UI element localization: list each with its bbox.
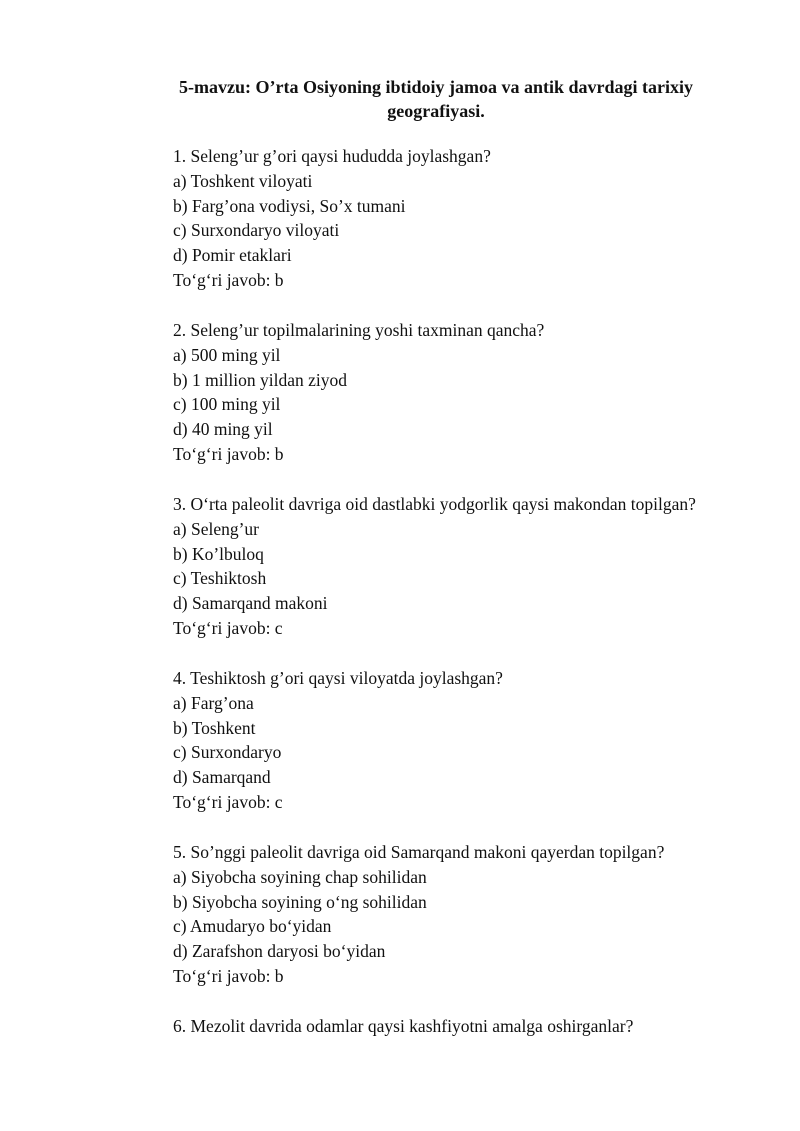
option-c: c) 100 ming yil [173, 394, 281, 415]
option-d: d) Samarqand makoni [173, 593, 328, 614]
option-b: b) 1 million yildan ziyod [173, 369, 348, 390]
question-block-2 [173, 318, 773, 467]
question-block-3 [173, 492, 773, 641]
option-a: a) Siyobcha soyining chap sohilidan [173, 866, 427, 887]
question-block-4 [173, 666, 773, 815]
question-text: 1. Seleng’ur g’ori qaysi hududda joylashgan? [173, 146, 491, 166]
option-b: b) Toshkent [173, 717, 256, 738]
question-block-1 [173, 144, 773, 293]
option-b: b) Ko’lbuloq [173, 543, 264, 564]
option-d: d) Pomir etaklari [173, 245, 292, 266]
title-line-1: 5-mavzu: O’rta Osiyoning ibtidoiy jamoa va antik davrdagi tarixiy [178, 77, 693, 97]
option-a: a) Toshkent viloyati [173, 170, 313, 191]
option-c: c) Surxondaryo viloyati [173, 220, 340, 241]
question-text: 3. O‘rta paleolit davriga oid dastlabki yodgorlik qaysi makondan topilgan? [173, 494, 696, 514]
option-a: a) 500 ming yil [173, 344, 281, 365]
option-d: d) Zarafshon daryosi bo‘yidan [173, 941, 386, 962]
question-text: 5. So’nggi paleolit davriga oid Samarqand makoni qayerdan topilgan? [173, 842, 665, 862]
option-c: c) Surxondaryo [173, 742, 282, 763]
option-d: d) 40 ming yil [173, 419, 273, 440]
question-block-5 [173, 840, 773, 989]
correct-answer: To‘g‘ri javob: b [173, 269, 284, 290]
option-d: d) Samarqand [173, 767, 271, 788]
option-c: c) Amudaryo bo‘yidan [173, 916, 332, 937]
option-b: b) Siyobcha soyining o‘ng sohilidan [173, 891, 427, 912]
question-text: 6. Mezolit davrida odamlar qaysi kashfiyotni amalga oshirganlar? [173, 1016, 634, 1036]
option-a: a) Farg’ona [173, 692, 254, 713]
correct-answer: To‘g‘ri javob: c [173, 791, 283, 812]
option-a: a) Seleng’ur [173, 518, 260, 539]
correct-answer: To‘g‘ri javob: b [173, 965, 284, 986]
option-c: c) Teshiktosh [173, 568, 267, 589]
question-block-6 [173, 1014, 773, 1039]
correct-answer: To‘g‘ri javob: b [173, 443, 284, 464]
question-text: 2. Seleng’ur topilmalarining yoshi taxminan qancha? [173, 320, 545, 340]
correct-answer: To‘g‘ri javob: c [173, 617, 283, 638]
title-line-2: geografiyasi. [387, 101, 485, 121]
document-title [120, 75, 752, 123]
question-text: 4. Teshiktosh g’ori qaysi viloyatda joylashgan? [173, 668, 503, 688]
option-b: b) Farg’ona vodiysi, So’x tumani [173, 195, 406, 216]
